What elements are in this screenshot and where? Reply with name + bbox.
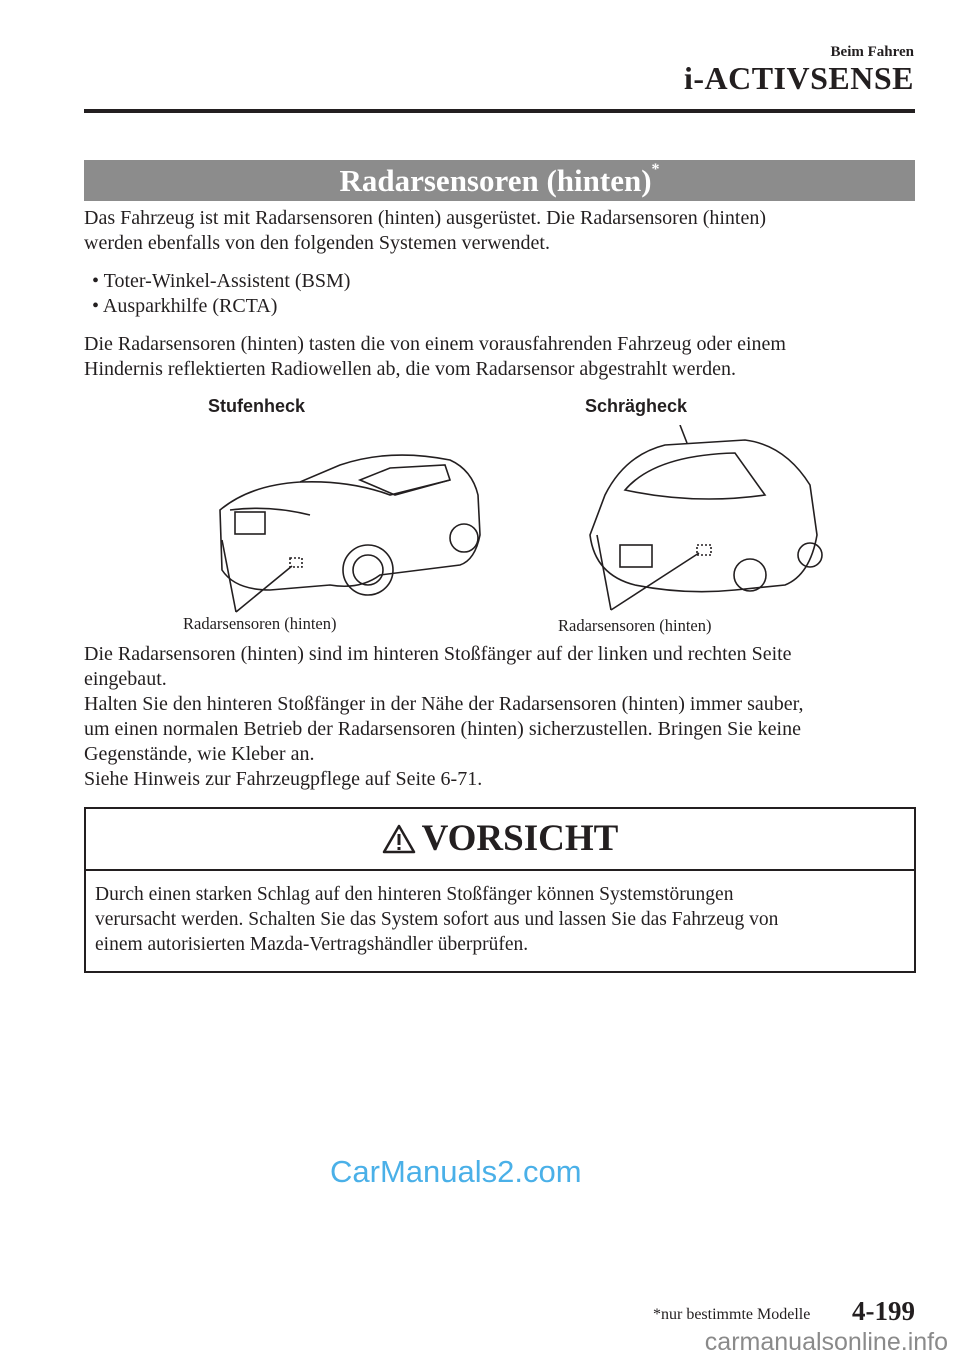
para-line: eingebaut. [84, 668, 167, 690]
figure-caption-sedan: Radarsensoren (hinten) [183, 614, 337, 633]
header-rule [84, 109, 915, 113]
bullet-text: Toter-Winkel-Assistent (BSM) [103, 270, 351, 292]
footnote-marker: * [651, 161, 660, 178]
para-line: Die Radarsensoren (hinten) sind im hinteren Stoßfänger auf der linken und rechten Seite [84, 643, 792, 665]
sedan-illustration [210, 440, 490, 615]
caution-title: VORSICHT [421, 818, 619, 859]
footnote: *nur bestimmte Modelle [653, 1306, 811, 1323]
para-line: Halten Sie den hinteren Stoßfänger in der Nähe der Radarsensoren (hinten) immer sauber, [84, 693, 804, 715]
bullet-item [92, 270, 350, 293]
caution-header [86, 809, 914, 871]
watermark-carmanualsonline: carmanualsonline.info [704, 1328, 948, 1356]
bullet-text: Ausparkhilfe (RCTA) [102, 295, 278, 317]
chapter-title: Beim Fahren [830, 44, 914, 60]
hatchback-illustration [585, 425, 825, 615]
para-line: Hindernis reflektierten Radiowellen ab, die vom Radarsensor abgestrahlt werden. [84, 358, 737, 380]
bullet-icon: • [92, 270, 100, 292]
caution-line: verursacht werden. Schalten Sie das System sofort aus und lassen Sie das Fahrzeug von [95, 909, 779, 930]
bullet-item [92, 295, 277, 318]
caution-line: einem autorisierten Mazda-Vertragshändler überprüfen. [95, 934, 529, 955]
page-number: 4-199 [852, 1296, 915, 1326]
page-title [84, 160, 915, 201]
para-line: Die Radarsensoren (hinten) tasten die von einem vorausfahrenden Fahrzeug oder einem [84, 333, 786, 355]
bullet-icon: • [92, 295, 100, 317]
intro-line: Das Fahrzeug ist mit Radarsensoren (hinten) ausgerüstet. Die Radarsensoren (hinten) [84, 207, 767, 229]
figure-caption-hatchback: Radarsensoren (hinten) [558, 616, 712, 635]
figure-label-hatchback: Schrägheck [585, 396, 688, 416]
figure-label-sedan: Stufenheck [208, 396, 306, 416]
page-reference-line: Siehe Hinweis zur Fahrzeugpflege auf Seite 6-71. [84, 768, 483, 790]
intro-line: werden ebenfalls von den folgenden Systemen verwendet. [84, 232, 550, 254]
para-line: Gegenstände, wie Kleber an. [84, 743, 315, 765]
para-line: um einen normalen Betrieb der Radarsensoren (hinten) sicherzustellen. Bringen Sie keine [84, 718, 801, 740]
page-title-text: Radarsensoren (hinten) [339, 163, 652, 198]
caution-line: Durch einen starken Schlag auf den hinteren Stoßfänger können Systemstörungen [95, 884, 734, 905]
warning-triangle-icon [382, 824, 416, 854]
section-title: i-ACTIVSENSE [683, 60, 914, 96]
watermark-carmanuals2: CarManuals2.com [330, 1154, 582, 1189]
